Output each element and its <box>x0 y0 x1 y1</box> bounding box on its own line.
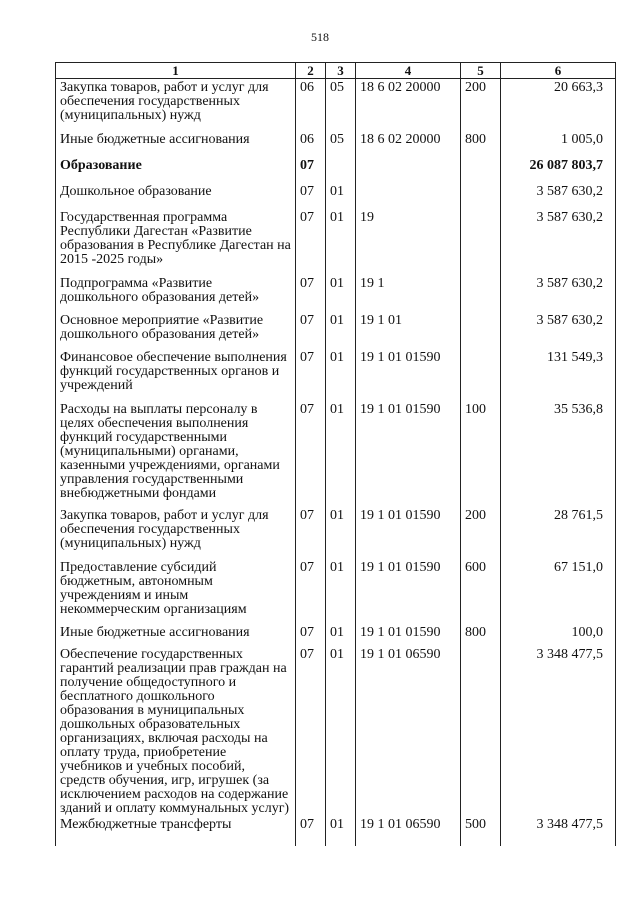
row-subsection-code <box>326 157 356 183</box>
row-name: Дошкольное образование <box>56 183 296 209</box>
row-subsection-code: 01 <box>326 183 356 209</box>
row-name: Подпрограмма «Развитие дошкольного образования детей» <box>56 275 296 312</box>
row-amount: 20 663,3 <box>501 79 616 131</box>
row-section-code: 07 <box>296 507 326 559</box>
row-subsection-code: 01 <box>326 401 356 507</box>
row-target-article <box>356 183 461 209</box>
row-section-code: 07 <box>296 559 326 624</box>
row-subsection-code: 01 <box>326 559 356 624</box>
table-row <box>56 507 616 559</box>
page-number: 518 <box>311 30 329 44</box>
row-name: Иные бюджетные ассигнования <box>56 624 296 646</box>
row-expense-type <box>461 209 501 275</box>
table-body <box>56 79 616 846</box>
row-section-code: 07 <box>296 275 326 312</box>
row-target-article: 18 6 02 20000 <box>356 79 461 131</box>
row-expense-type <box>461 275 501 312</box>
row-amount: 131 549,3 <box>501 349 616 401</box>
row-expense-type: 600 <box>461 559 501 624</box>
table-row <box>56 79 616 131</box>
row-subsection-code: 01 <box>326 349 356 401</box>
row-name: Основное мероприятие «Развитие дошкольного образования детей» <box>56 312 296 349</box>
row-section-code: 07 <box>296 816 326 846</box>
row-section-code: 07 <box>296 646 326 816</box>
row-target-article: 19 1 01 06590 <box>356 816 461 846</box>
row-name: Образование <box>56 157 296 183</box>
row-amount: 3 587 630,2 <box>501 209 616 275</box>
row-section-code: 07 <box>296 624 326 646</box>
row-section-code: 06 <box>296 131 326 157</box>
table-row <box>56 349 616 401</box>
row-target-article: 19 1 <box>356 275 461 312</box>
table-row <box>56 559 616 624</box>
row-subsection-code: 01 <box>326 312 356 349</box>
row-expense-type: 500 <box>461 816 501 846</box>
row-amount: 3 587 630,2 <box>501 312 616 349</box>
table-row <box>56 209 616 275</box>
row-name: Обеспечение государственных гарантий реализации прав граждан на получение общедоступного и бесплатного дошкольного образования в муниципальных дошкольных образовательных организациях, включая расходы на оплату труда, приобретение учебников и учебных пособий, средств обучения, игр, игрушек (за исключением расходов на содержание зданий и оплату коммунальных услуг) <box>56 646 296 816</box>
row-name: Закупка товаров, работ и услуг для обеспечения государственных (муниципальных) нужд <box>56 507 296 559</box>
row-amount: 35 536,8 <box>501 401 616 507</box>
row-amount: 1 005,0 <box>501 131 616 157</box>
row-name: Иные бюджетные ассигнования <box>56 131 296 157</box>
row-subsection-code: 01 <box>326 624 356 646</box>
row-target-article: 19 1 01 01590 <box>356 559 461 624</box>
row-section-code: 07 <box>296 183 326 209</box>
header-col-3: 3 <box>326 63 356 79</box>
row-amount: 3 587 630,2 <box>501 275 616 312</box>
row-section-code: 07 <box>296 401 326 507</box>
row-subsection-code: 01 <box>326 275 356 312</box>
row-expense-type <box>461 349 501 401</box>
row-target-article: 19 1 01 <box>356 312 461 349</box>
row-expense-type: 800 <box>461 131 501 157</box>
header-col-6: 6 <box>501 63 616 79</box>
row-target-article: 19 1 01 06590 <box>356 646 461 816</box>
row-expense-type <box>461 312 501 349</box>
row-amount: 26 087 803,7 <box>501 157 616 183</box>
table-row <box>56 646 616 816</box>
row-section-code: 07 <box>296 312 326 349</box>
header-col-5: 5 <box>461 63 501 79</box>
row-target-article: 19 1 01 01590 <box>356 507 461 559</box>
header-col-4: 4 <box>356 63 461 79</box>
table-row <box>56 624 616 646</box>
row-amount: 100,0 <box>501 624 616 646</box>
row-target-article: 19 1 01 01590 <box>356 624 461 646</box>
header-col-2: 2 <box>296 63 326 79</box>
row-amount: 3 587 630,2 <box>501 183 616 209</box>
budget-table-container <box>55 62 615 846</box>
row-name: Расходы на выплаты персоналу в целях обеспечения выполнения функций государственными (муниципальными) органами, казенными учреждениями, органами управления государственными внебюджетными фондами <box>56 401 296 507</box>
row-subsection-code: 01 <box>326 507 356 559</box>
row-name: Предоставление субсидий бюджетным, автономным учреждениям и иным некоммерческим организациям <box>56 559 296 624</box>
row-name: Закупка товаров, работ и услуг для обеспечения государственных (муниципальных) нужд <box>56 79 296 131</box>
header-row <box>56 63 616 79</box>
row-subsection-code: 01 <box>326 816 356 846</box>
row-expense-type <box>461 157 501 183</box>
row-target-article: 19 <box>356 209 461 275</box>
row-expense-type: 800 <box>461 624 501 646</box>
table-row <box>56 816 616 846</box>
table-row <box>56 312 616 349</box>
table-row <box>56 275 616 312</box>
table-row <box>56 401 616 507</box>
row-amount: 3 348 477,5 <box>501 646 616 816</box>
row-target-article: 18 6 02 20000 <box>356 131 461 157</box>
row-expense-type: 100 <box>461 401 501 507</box>
row-name: Межбюджетные трансферты <box>56 816 296 846</box>
row-expense-type: 200 <box>461 79 501 131</box>
row-target-article: 19 1 01 01590 <box>356 401 461 507</box>
table-row <box>56 183 616 209</box>
row-amount: 3 348 477,5 <box>501 816 616 846</box>
row-subsection-code: 05 <box>326 131 356 157</box>
row-expense-type <box>461 183 501 209</box>
row-subsection-code: 05 <box>326 79 356 131</box>
row-name: Государственная программа Республики Дагестан «Развитие образования в Республике Дагестан на 2015 -2025 годы» <box>56 209 296 275</box>
row-target-article: 19 1 01 01590 <box>356 349 461 401</box>
row-target-article <box>356 157 461 183</box>
row-amount: 28 761,5 <box>501 507 616 559</box>
table-row <box>56 131 616 157</box>
row-section-code: 06 <box>296 79 326 131</box>
row-subsection-code: 01 <box>326 646 356 816</box>
row-expense-type <box>461 646 501 816</box>
row-section-code: 07 <box>296 349 326 401</box>
table-row <box>56 157 616 183</box>
header-col-1: 1 <box>56 63 296 79</box>
budget-table <box>55 62 616 846</box>
table-header <box>56 63 616 79</box>
row-amount: 67 151,0 <box>501 559 616 624</box>
row-name: Финансовое обеспечение выполнения функций государственных органов и учреждений <box>56 349 296 401</box>
row-expense-type: 200 <box>461 507 501 559</box>
row-section-code: 07 <box>296 157 326 183</box>
row-subsection-code: 01 <box>326 209 356 275</box>
row-section-code: 07 <box>296 209 326 275</box>
